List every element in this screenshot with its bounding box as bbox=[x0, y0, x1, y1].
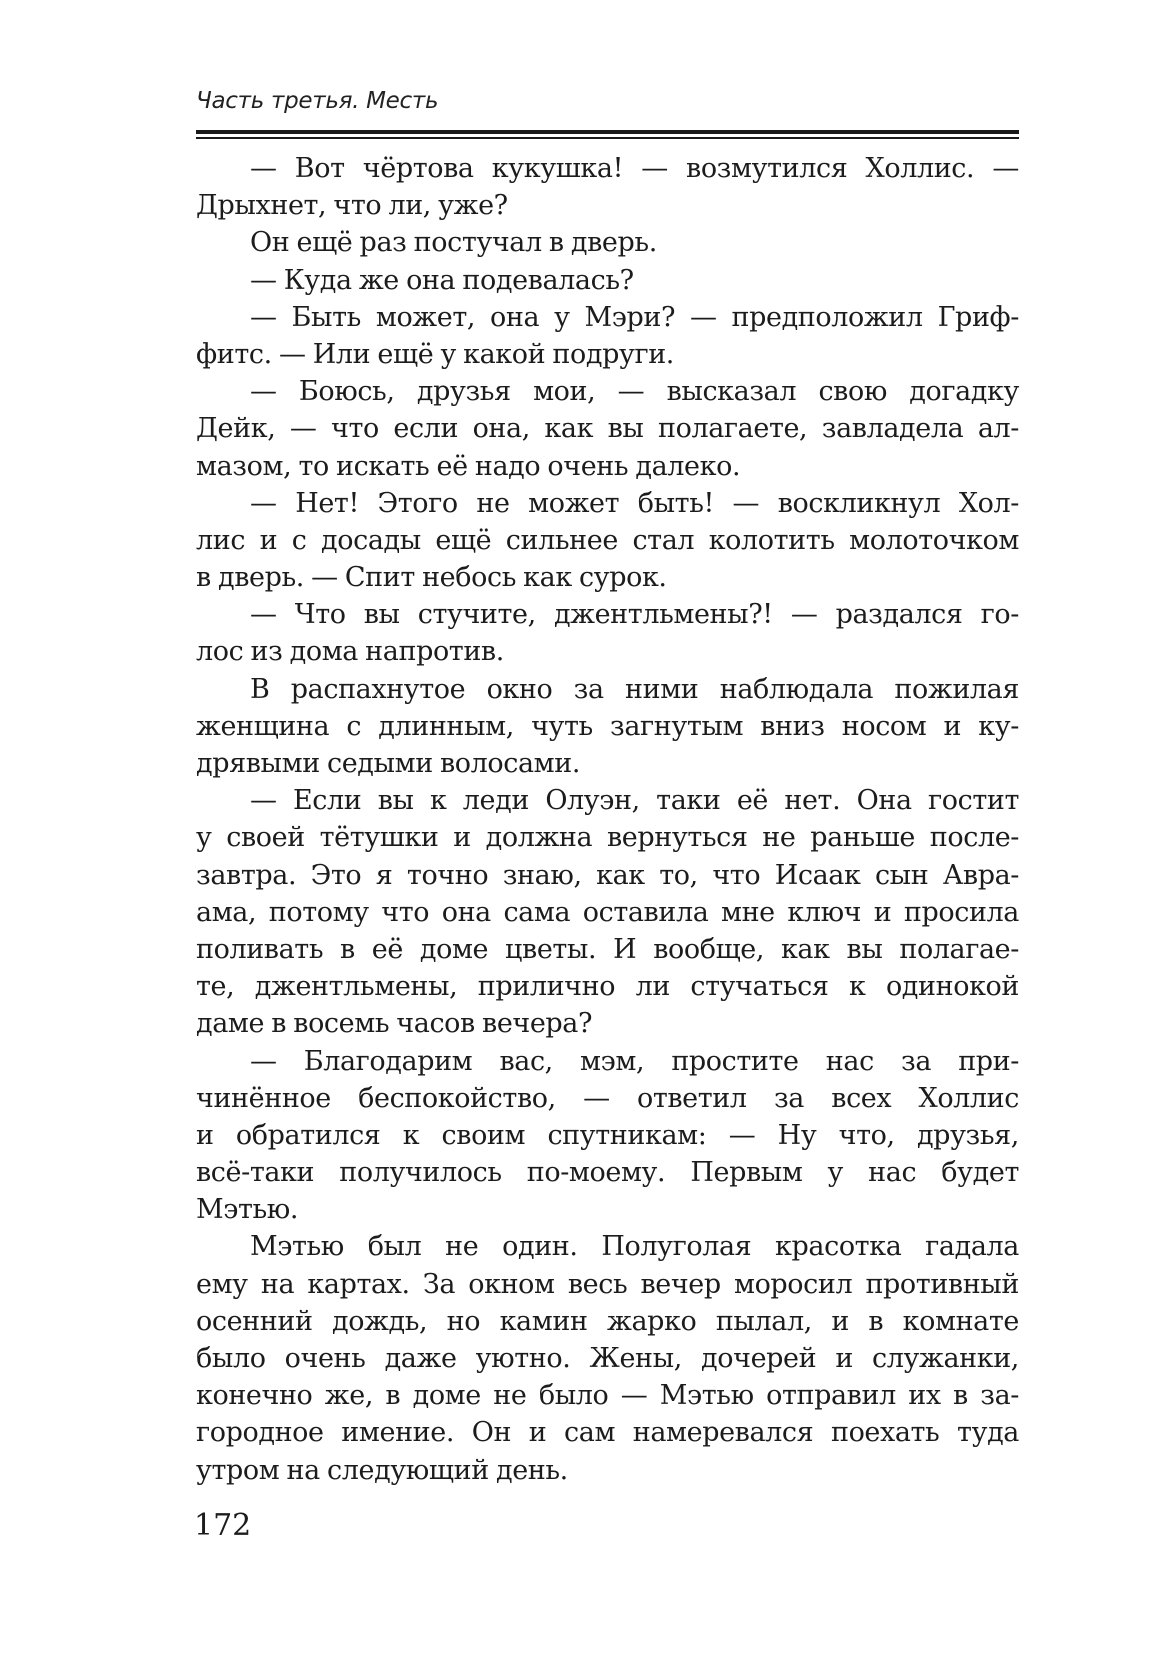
text-line: — Нет! Этого не может быть! — воскликнул Хол- bbox=[250, 487, 1019, 519]
text-line: ему на картах. За окном весь вечер моросил противный bbox=[196, 1268, 1019, 1300]
text-line: городное имение. Он и сам намеревался поехать туда bbox=[196, 1417, 1019, 1449]
text-line: чинённое беспокойство, — ответил за всех Холлис bbox=[196, 1082, 1019, 1114]
text-line: ама, потому что она сама оставила мне ключ и просила bbox=[196, 896, 1019, 928]
text-line: в дверь. — Спит небось как сурок. bbox=[196, 562, 667, 594]
text-line: В распахнутое окно за ними наблюдала пожилая bbox=[250, 673, 1019, 705]
header-rule-thick bbox=[196, 130, 1019, 134]
running-head: Часть третья. Месть bbox=[196, 88, 439, 114]
text-line: — Куда же она подевалась? bbox=[250, 264, 634, 296]
text-line: осенний дождь, но камин жарко пылал, и в комнате bbox=[196, 1305, 1019, 1337]
text-line: было очень даже уютно. Жены, дочерей и служанки, bbox=[196, 1343, 1019, 1374]
text-line: — Если вы к леди Олуэн, таки её нет. Она гостит bbox=[250, 785, 1019, 817]
text-line: конечно же, в доме не было — Мэтью отправил их в за- bbox=[196, 1380, 1019, 1412]
text-line: фитс. — Или ещё у какой подруги. bbox=[196, 338, 674, 370]
text-line: лос из дома напротив. bbox=[196, 636, 504, 668]
text-line: всё-таки получилось по-моему. Первым у нас будет bbox=[196, 1157, 1019, 1189]
text-line: — Что вы стучите, джентльмены?! — раздался го- bbox=[250, 599, 1019, 631]
text-line: и обратился к своим спутникам: — Ну что, друзья, bbox=[196, 1119, 1019, 1151]
text-line: — Благодарим вас, мэм, простите нас за при- bbox=[250, 1045, 1019, 1077]
text-line: даме в восемь часов вечера? bbox=[196, 1008, 593, 1040]
text-line: Дрыхнет, что ли, уже? bbox=[196, 190, 508, 222]
text-line: у своей тётушки и должна вернуться не раньше после- bbox=[196, 822, 1019, 854]
page-number: 172 bbox=[194, 1508, 252, 1543]
text-line: те, джентльмены, прилично ли стучаться к одинокой bbox=[196, 971, 1019, 1003]
text-line: поливать в её доме цветы. И вообще, как вы полагае- bbox=[196, 933, 1019, 965]
text-line: женщина с длинным, чуть загнутым вниз носом и ку- bbox=[196, 710, 1019, 742]
text-line: — Вот чёртова кукушка! — возмутился Холлис. — bbox=[250, 153, 1019, 184]
text-line: — Боюсь, друзья мои, — высказал свою догадку bbox=[250, 376, 1019, 408]
text-line: Мэтью был не один. Полуголая красотка гадала bbox=[250, 1231, 1019, 1263]
text-line: Дейк, — что если она, как вы полагаете, завладела ал- bbox=[196, 413, 1019, 445]
text-line: лис и с досады ещё сильнее стал колотить молоточком bbox=[196, 524, 1019, 556]
text-line: мазом, то искать её надо очень далеко. bbox=[196, 450, 741, 482]
text-line: завтра. Это я точно знаю, как то, что Исаак сын Авра- bbox=[196, 859, 1019, 891]
text-line: дрявыми седыми волосами. bbox=[196, 748, 581, 779]
text-line: Он ещё раз постучал в дверь. bbox=[250, 227, 657, 259]
text-line: утром на следующий день. bbox=[196, 1454, 568, 1486]
text-line: — Быть может, она у Мэри? — предположил Гриф- bbox=[250, 301, 1019, 333]
header-rule-thin bbox=[196, 137, 1019, 139]
body-text bbox=[196, 150, 1019, 1489]
text-line: Мэтью. bbox=[196, 1194, 299, 1226]
